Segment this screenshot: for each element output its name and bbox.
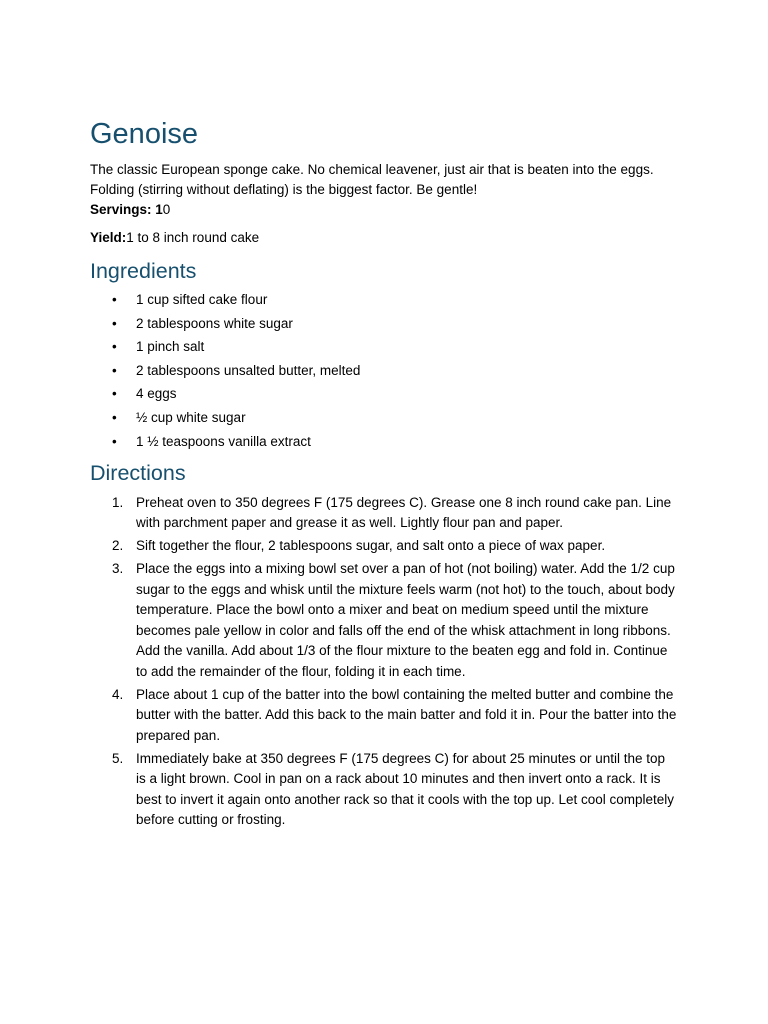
direction-step [90,559,678,682]
ingredient-text: 1 cup sifted cake flour [136,292,268,307]
servings-label: Servings: 1 [90,202,163,217]
ingredient-item [90,408,678,428]
bullet-icon: • [112,362,117,378]
yield-label: Yield: [90,230,127,245]
ingredient-text: 4 eggs [136,386,177,402]
direction-step [90,493,678,534]
direction-step [90,536,678,557]
servings-value: 0 [162,202,171,217]
ingredient-text: 2 tablespoons unsalted butter, melted [136,362,361,378]
step-text: Sift together the flour, 2 tablespoons sugar, and salt onto a piece of wax paper. [136,538,606,554]
yield-value: 1 to 8 inch round cake [126,230,260,245]
step-text: Place about 1 cup of the batter into the bowl containing the melted butter and combine the butter with the batter. Add this back to the main batter and fold it in. Pour the batter into the prepared pan. [136,686,677,743]
direction-step [90,749,678,831]
bullet-icon: • [112,315,117,331]
directions-list [90,493,678,831]
bullet-icon: • [112,339,117,355]
recipe-title: Genoise [90,118,199,150]
step-number: 4. [112,686,124,702]
step-number: 1. [112,494,124,510]
ingredient-text: 1 pinch salt [136,339,205,355]
ingredient-item [90,290,678,310]
ingredients-list [90,290,678,452]
ingredient-text: ½ cup white sugar [136,409,246,425]
ingredient-item [90,384,678,404]
servings-line [90,200,678,220]
ingredient-item [90,432,678,452]
yield-line [90,228,678,248]
recipe-description: The classic European sponge cake. No chemical leavener, just air that is beaten into the eggs. Folding (stirring without deflating) is the biggest factor. Be gentle! [90,162,654,197]
bullet-icon: • [112,386,117,402]
directions-heading: Directions [90,460,186,485]
bullet-icon: • [112,433,117,449]
direction-step [90,685,678,747]
step-text: Preheat oven to 350 degrees F (175 degrees C). Grease one 8 inch round cake pan. Line with parchment paper and grease it as well. Lightly flour pan and paper. [136,494,672,531]
ingredient-text: 1 ½ teaspoons vanilla extract [136,433,311,449]
bullet-icon: • [112,292,117,307]
step-number: 5. [112,750,124,766]
ingredient-text: 2 tablespoons white sugar [136,315,293,331]
ingredient-item [90,337,678,357]
bullet-icon: • [112,409,117,425]
ingredients-heading: Ingredients [90,259,197,283]
step-text: Place the eggs into a mixing bowl set over a pan of hot (not boiling) water. Add the 1/2 cup sugar to the eggs and whisk until the mixture feels warm (not hot) to the touch, about body temperature. Place the bowl onto a mixer and beat on medium speed until the mixture becomes pale yellow in color and falls off the end of the whisk attachment in long ribbons. Add the vanilla. Add about 1/3 of the flour mixture to the beaten egg and fold in. Continue to add the remainder of the flour, folding it in each time. [136,561,675,679]
ingredient-item [90,361,678,381]
step-number: 2. [112,538,124,554]
ingredient-item [90,314,678,334]
step-text: Immediately bake at 350 degrees F (175 degrees C) for about 25 minutes or until the top is a light brown. Cool in pan on a rack about 10 minutes and then invert onto a rack. It is best to invert it again onto another rack so that it cools with the top up. Let cool completely before cutting or frosting. [136,750,675,828]
step-number: 3. [112,561,124,577]
